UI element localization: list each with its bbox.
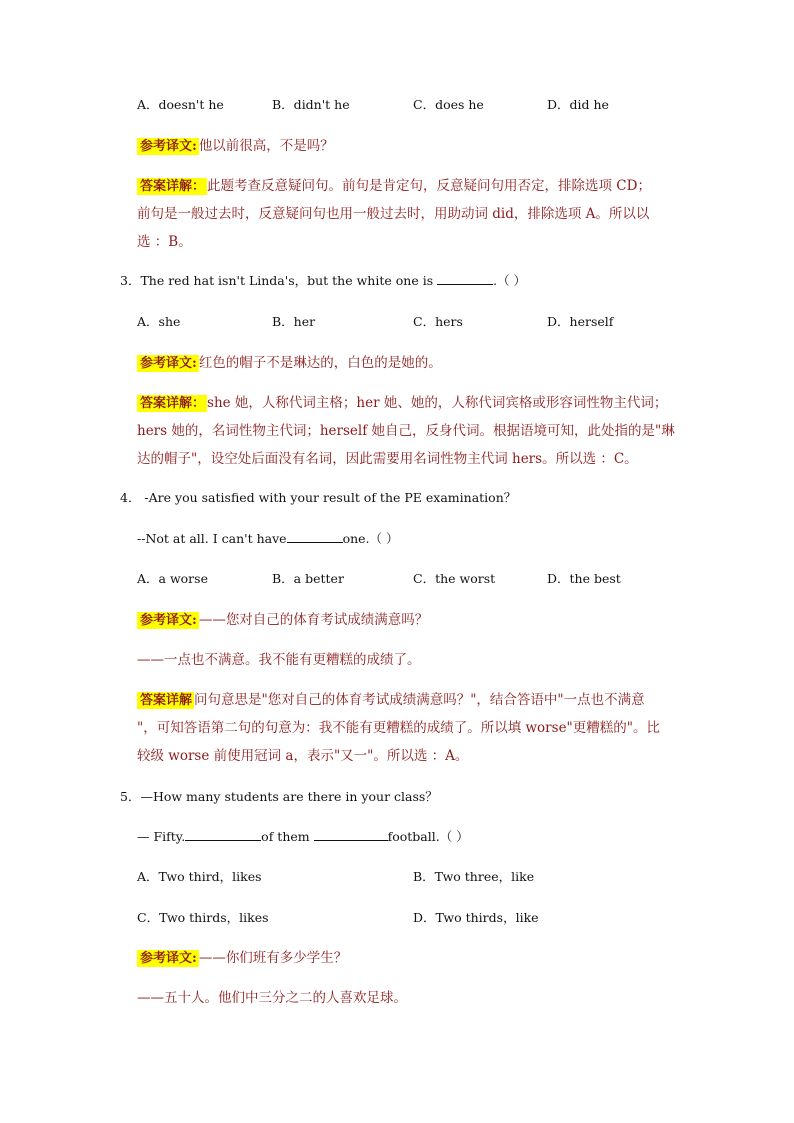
q4-translation [137, 611, 428, 630]
translation-text: ——一点也不满意。我不能有更糟糕的成绩了。 [137, 652, 421, 668]
translation-tag: 参考译文: [137, 612, 199, 629]
q4-reply-text: --Not at all. I can't have [137, 531, 287, 546]
detail-line: 此题考查反意疑问句。前句是肯定句，反意疑问句用否定，排除选项 CD； [207, 178, 651, 194]
q2-translation [137, 137, 334, 156]
q2-option-c: C．does he [413, 97, 484, 112]
q4-stem: 4． -Are you satisfied with your result of the PE examination？ [120, 490, 517, 505]
q5-reply-text: — Fifty. [137, 829, 186, 844]
q5-option-c: C．Two thirds，likes [137, 910, 269, 925]
q5-option-a: A．Two third，likes [137, 869, 262, 884]
q3-stem [120, 272, 526, 290]
answer-blank [185, 828, 261, 841]
detail-line: 较级 worse 前使用冠词 a，表示"又一"。所以选 ：A。 [137, 748, 469, 764]
q2-option-b: B．didn't he [272, 97, 350, 112]
q4-reply-end: one.（ ） [342, 531, 399, 546]
q5-translation [137, 949, 347, 968]
translation-text: ——五十人。他们中三分之二的人喜欢足球。 [137, 990, 407, 1006]
q3-detail [137, 394, 667, 413]
q5-reply-mid: of them [261, 829, 310, 844]
q3-option-d: D．herself [547, 314, 614, 329]
detail-line: 达的帽子"，设空处后面没有名词，因此需要用名词性物主代词 hers。所以选 ：C。 [137, 451, 638, 467]
detail-tag: 答案详解 [137, 692, 194, 709]
q4-detail [137, 691, 645, 710]
q4-option-c: C．the worst [413, 571, 496, 586]
detail-line: she 她，人称代词主格；her 她、她的，人称代词宾格或形容词性物主代词； [207, 395, 668, 411]
q5-option-b: B．Two three，like [413, 869, 535, 884]
q3-translation [137, 354, 442, 373]
detail-tag: 答案详解： [137, 395, 207, 412]
translation-text: 他以前很高，不是吗？ [198, 138, 334, 154]
detail-line: 选 ：B。 [137, 234, 192, 250]
q4-reply [137, 530, 398, 548]
translation-tag: 参考译文: [137, 950, 199, 967]
q5-reply [137, 828, 469, 846]
q3-option-b: B．her [272, 314, 316, 329]
q5-stem: 5．—How many students are there in your class？ [120, 789, 438, 804]
q2-option-d: D．did he [547, 97, 609, 112]
q2-detail [137, 177, 651, 196]
detail-line: "，可知答语第二句的句意为：我不能有更糟糕的成绩了。所以填 worse"更糟糕的"。比 [137, 720, 660, 736]
q3-option-a: A．she [137, 314, 181, 329]
q2-option-a: A．doesn't he [137, 97, 224, 112]
q3-stem-end: .（ ） [493, 273, 527, 288]
answer-blank [314, 828, 388, 841]
q4-option-d: D．the best [547, 571, 621, 586]
q4-option-b: B．a better [272, 571, 344, 586]
translation-tag: 参考译文: [137, 355, 199, 372]
translation-text: 红色的帽子不是琳达的，白色的是她的。 [198, 355, 442, 371]
translation-text: ——您对自己的体育考试成绩满意吗？ [198, 612, 429, 628]
q5-reply-end: football.（ ） [387, 829, 469, 844]
answer-blank [437, 272, 493, 285]
detail-tag: 答案详解： [137, 178, 207, 195]
q3-option-c: C．hers [413, 314, 463, 329]
translation-tag: 参考译文: [137, 138, 199, 155]
detail-line: hers 她的，名词性物主代词；herself 她自己，反身代词。根据语境可知，此处指的是"琳 [137, 423, 675, 439]
translation-text: ——你们班有多少学生？ [198, 950, 348, 966]
detail-line: 问句意思是"您对自己的体育考试成绩满意吗？"，结合答语中"一点也不满意 [194, 692, 645, 708]
q3-stem-text: 3．The red hat isn't Linda's，but the white one is [120, 273, 434, 288]
q5-option-d: D．Two thirds，like [413, 910, 539, 925]
q4-option-a: A．a worse [137, 571, 208, 586]
answer-blank [287, 530, 343, 543]
detail-line: 前句是一般过去时，反意疑问句也用一般过去时，用助动词 did，排除选项 A。所以以 [137, 206, 650, 222]
